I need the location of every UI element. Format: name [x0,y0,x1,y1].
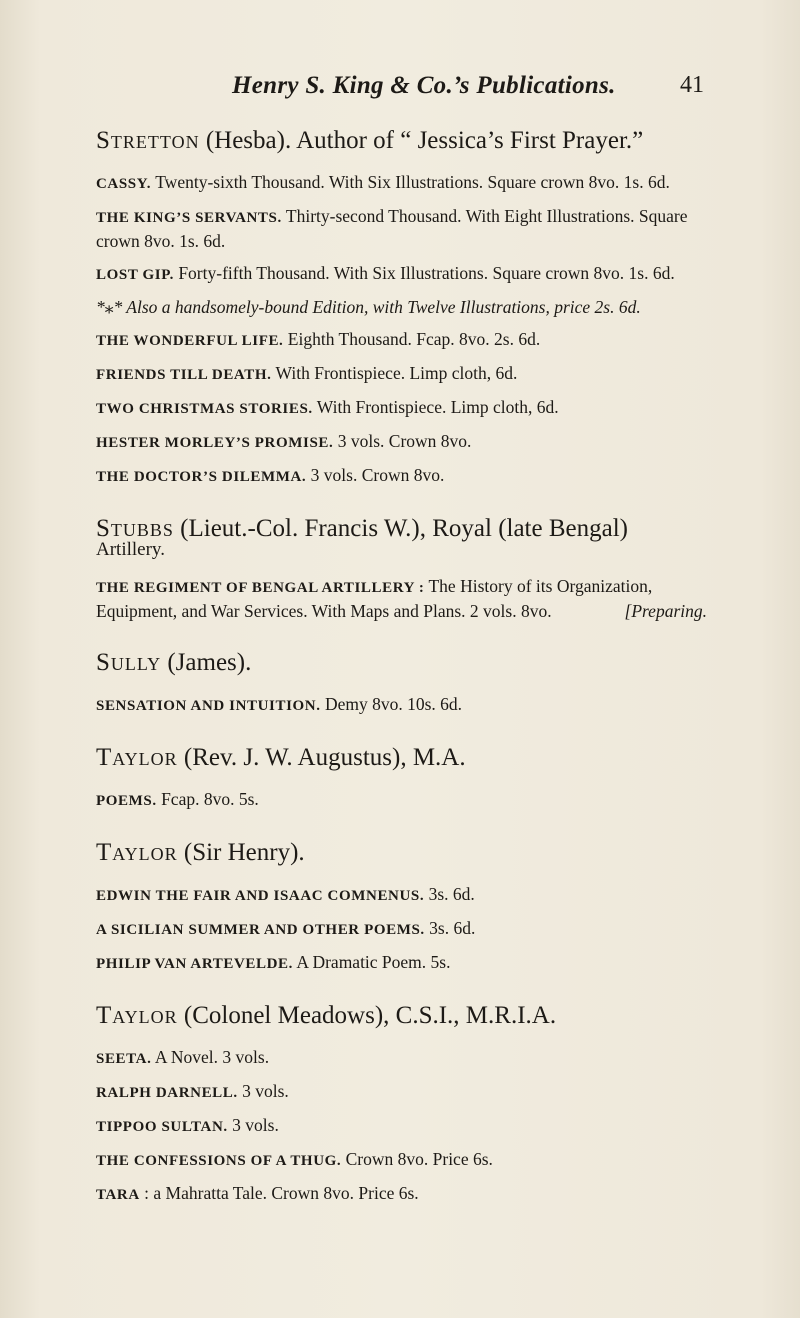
entry-spacer [96,421,707,430]
status-note: [Preparing. [624,601,707,621]
book-title: TARA [96,1187,140,1203]
entry-spacer [96,773,707,788]
book-entry [96,171,707,196]
book-entry [96,951,707,976]
book-description: 3s. 6d. [424,918,476,938]
entry-spacer [96,196,707,205]
book-entry [96,396,707,421]
author-details: (Sir Henry). [177,839,305,866]
section-spacer [96,718,707,742]
section-spacer [96,813,707,837]
book-description: Crown 8vo. Price 6s. [341,1149,493,1169]
entry-spacer [96,1105,707,1114]
book-title: THE KING’S SERVANTS. [96,210,282,226]
book-title: SEETA. [96,1051,152,1067]
book-entry [96,788,707,813]
author-section [96,837,707,976]
author-details: (Colonel Meadows), C.S.I., M.R.I.A. [177,1002,557,1029]
book-entry [96,575,707,623]
author-heading [96,647,707,678]
book-title: TWO CHRISTMAS STORIES. [96,401,313,417]
author-details: (Lieut.-Col. Francis W.), Royal (late Bengal) [173,515,628,542]
book-title: THE WONDERFUL LIFE. [96,333,284,349]
book-title: TIPPOO SULTAN. [96,1119,228,1135]
author-section [96,647,707,718]
author-heading [96,837,707,868]
book-entry [96,464,707,489]
author-heading [96,742,707,773]
book-entry [96,262,707,287]
entry-spacer [96,353,707,362]
book-entry [96,1080,707,1105]
section-spacer [96,489,707,513]
entry-spacer [96,942,707,951]
author-heading [96,513,707,544]
edition-note: *⁎* Also a handsomely-bound Edition, with Twelve Illustrations, price 2s. 6d. [96,297,641,317]
author-heading-continued: Artillery. [96,539,165,560]
book-entry [96,1182,707,1207]
book-title: EDWIN THE FAIR AND ISAAC COMNENUS. [96,888,425,904]
author-heading [96,1000,707,1031]
book-description: Eighth Thousand. Fcap. 8vo. 2s. 6d. [283,329,541,349]
book-description: Twenty-sixth Thousand. With Six Illustrations. Square crown 8vo. 1s. 6d. [151,172,670,192]
book-title: LOST GIP. [96,267,174,283]
author-surname: Taylor [96,1002,178,1029]
author-details: (James). [161,649,252,676]
book-title: POEMS. [96,793,157,809]
entry-spacer [96,868,707,883]
author-section [96,742,707,813]
catalogue-listing [96,125,707,1207]
book-title: PHILIP VAN ARTEVELDE. [96,956,293,972]
book-title: HESTER MORLEY’S PROMISE. [96,435,334,451]
book-description: With Frontispiece. Limp cloth, 6d. [271,363,518,383]
author-surname: Stretton [96,127,200,154]
entry-spacer [96,319,707,328]
book-description: 3 vols. [237,1081,289,1101]
book-description: 3s. 6d. [424,884,475,904]
book-description: : a Mahratta Tale. Crown 8vo. Price 6s. [139,1183,419,1203]
author-section [96,513,707,623]
book-entry [96,917,707,942]
book-description: A Novel. 3 vols. [151,1047,270,1067]
book-entry [96,1114,707,1139]
book-entry [96,693,707,718]
book-title: RALPH DARNELL. [96,1085,238,1101]
entry-spacer [96,156,707,171]
entry-spacer [96,908,707,917]
book-description: Thirty-second Thousand. With Eight Illustrations. Square crown 8vo. 1s. 6d. [96,206,688,251]
entry-spacer [96,253,707,262]
book-description: 3 vols. Crown 8vo. [333,431,472,451]
author-surname: Taylor [96,839,178,866]
entry-spacer [96,287,707,296]
book-entry [96,362,707,387]
book-description: 3 vols. [227,1115,279,1135]
book-title: FRIENDS TILL DEATH. [96,367,272,383]
book-entry [96,1046,707,1071]
entry-spacer [96,1139,707,1148]
page-header [96,72,704,102]
section-spacer [96,623,707,647]
book-entry [96,883,707,908]
author-details: (Rev. J. W. Augustus), M.A. [177,744,466,771]
book-title: SENSATION AND INTUITION. [96,698,321,714]
entry-spacer [96,1173,707,1182]
entry-spacer [96,678,707,693]
book-description: With Frontispiece. Limp cloth, 6d. [312,397,559,417]
running-head: Henry S. King & Co.’s Publications. [232,72,616,99]
entry-spacer [96,387,707,396]
book-entry [96,430,707,455]
page-number: 41 [680,72,704,98]
author-surname: Taylor [96,744,178,771]
author-details: (Hesba). Author of “ Jessica’s First Prayer.” [199,127,644,154]
author-section [96,1000,707,1207]
book-entry [96,1148,707,1173]
book-entry [96,328,707,353]
book-title: THE CONFESSIONS OF A THUG. [96,1153,342,1169]
book-description: A Dramatic Poem. 5s. [293,952,451,972]
book-entry [96,296,707,319]
book-entry [96,205,707,253]
entry-spacer [96,1071,707,1080]
entry-spacer [96,1031,707,1046]
author-surname: Sully [96,649,162,676]
book-description: Fcap. 8vo. 5s. [156,789,259,809]
book-description: Demy 8vo. 10s. 6d. [320,694,463,714]
book-title: CASSY. [96,176,152,192]
book-description: The History of its Organization, Equipment, and War Services. With Maps and Plans. 2 vols. 8vo. [96,576,653,621]
author-heading [96,125,707,156]
book-title: THE REGIMENT OF BENGAL ARTILLERY : [96,580,425,596]
book-description: Forty-fifth Thousand. With Six Illustrations. Square crown 8vo. 1s. 6d. [173,263,675,283]
book-title: A SICILIAN SUMMER AND OTHER POEMS. [96,922,425,938]
entry-spacer [96,455,707,464]
author-surname: Stubbs [96,515,174,542]
book-description: 3 vols. Crown 8vo. [306,465,445,485]
author-section [96,125,707,489]
book-title: THE DOCTOR’S DILEMMA. [96,469,307,485]
entry-spacer [96,560,707,575]
section-spacer [96,976,707,1000]
